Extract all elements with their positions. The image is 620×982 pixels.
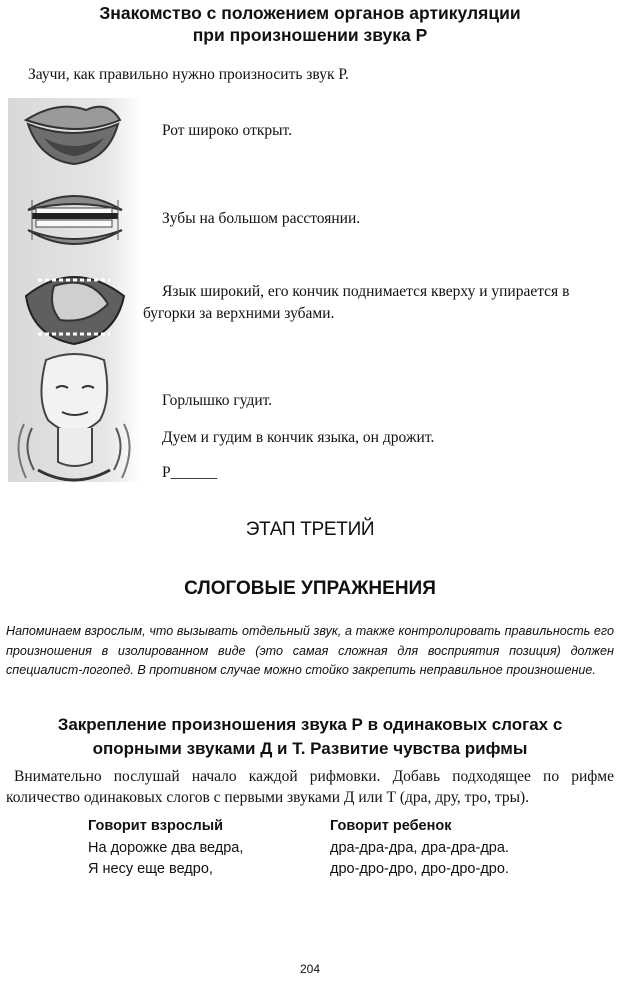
caption-blow: Дуем и гудим в кончик языка, он дрожит. xyxy=(162,429,435,446)
table-row-2-child: дро-дро-дро, дро-дро-дро. xyxy=(330,861,509,877)
subsection-title-line-1: Закрепление произношения звука Р в одинаковых слогах с xyxy=(57,715,563,734)
page-title-line-1: Знакомство с положением органов артикуляции xyxy=(99,3,521,23)
caption-mouth-open: Рот широко открыт. xyxy=(162,122,293,139)
caption-sound-blank: Р______ xyxy=(162,464,218,481)
subsection-title xyxy=(20,713,600,761)
intro-text: Заучи, как правильно нужно произносить звук Р. xyxy=(28,66,349,83)
caption-teeth-apart: Зубы на большом расстоянии. xyxy=(162,210,361,227)
section-title: СЛОГОВЫЕ УПРАЖНЕНИЯ xyxy=(184,578,436,599)
table-row-1-adult: На дорожке два ведра, xyxy=(88,840,244,856)
articulation-illustrations xyxy=(8,98,140,482)
tongue-position-drawing xyxy=(26,277,124,344)
page-number: 204 xyxy=(299,962,321,976)
table-row-1-child: дра-дра-дра, дра-дра-дра. xyxy=(330,840,509,856)
column-header-child: Говорит ребенок xyxy=(330,818,452,834)
table-row-2-adult: Я несу еще ведро, xyxy=(88,861,213,877)
subsection-title-line-2: опорными звуками Д и Т. Развитие чувства рифмы xyxy=(92,739,528,758)
page-title xyxy=(0,2,620,46)
caption-tongue: Язык широкий, его кончик поднимается кверху и упирается в бугорки за верхними зубами. xyxy=(143,283,570,322)
page-title-line-2: при произношении звука Р xyxy=(192,25,428,45)
adult-note: Напоминаем взрослым, что вызывать отдельный звук, а также контролировать правильность его произношения в изолированном виде (это самая сложная для восприятия позиция) должен специалист-логопед. В противном случае можно стойко закрепить неправильное произношение. xyxy=(6,624,614,677)
instruction-text: Внимательно послушай начало каждой рифмовки. Добавь подходящее по рифме количество одинаковых слогов с первыми звуками Д или Т (дра, дру, тро, тры). xyxy=(6,768,614,806)
column-header-adult: Говорит взрослый xyxy=(88,818,224,834)
caption-throat: Горлышко гудит. xyxy=(162,392,273,409)
stage-title: ЭТАП ТРЕТИЙ xyxy=(245,519,375,540)
